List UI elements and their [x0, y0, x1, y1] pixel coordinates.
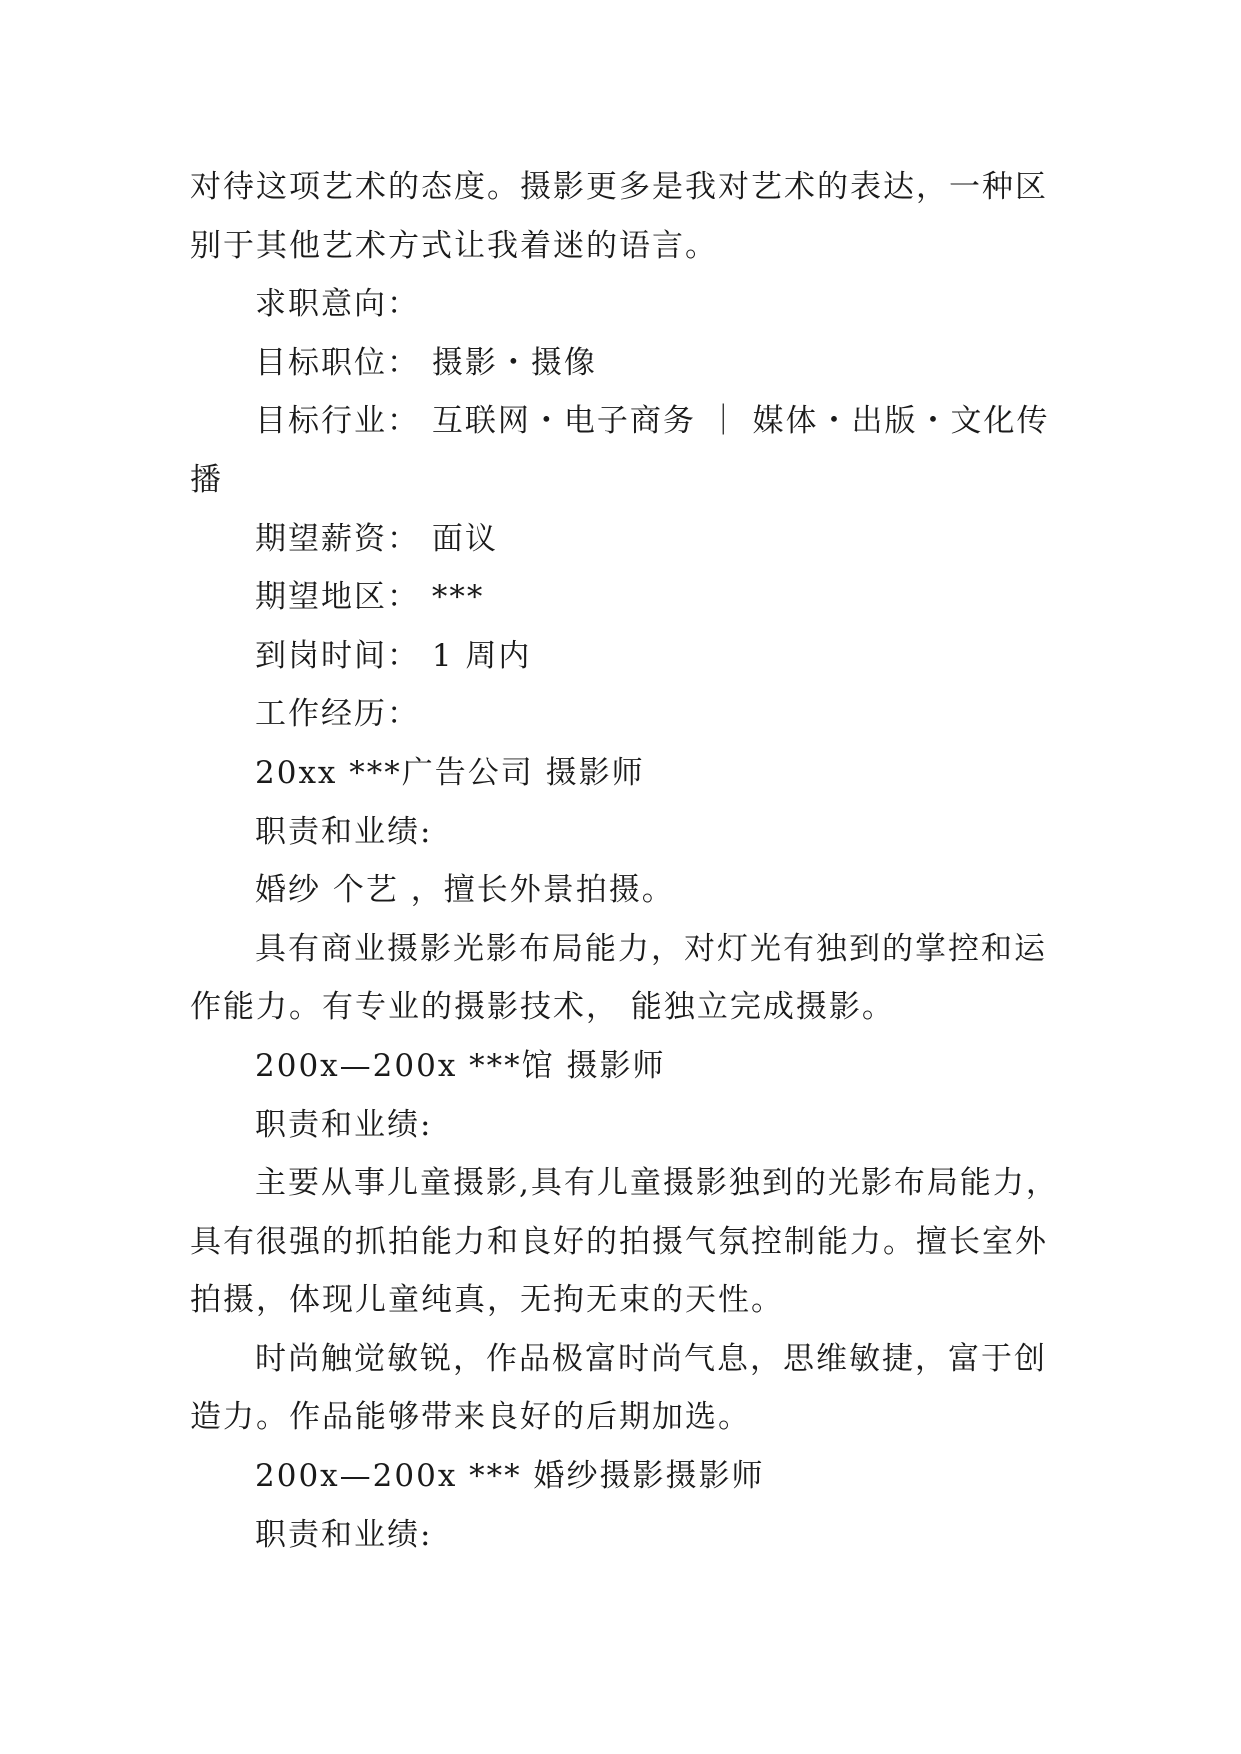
target-industry: 目标行业： 互联网・电子商务 ｜ 媒体・出版・文化传: [255, 403, 1050, 440]
paragraph-line: 造力。作品能够带来良好的后期加选。: [190, 1399, 751, 1436]
document-body: [190, 158, 1059, 1564]
start-time: 到岗时间： 1 周内: [255, 637, 532, 674]
expected-region: 期望地区： ***: [255, 579, 485, 616]
paragraph-line: 具有很强的抓拍能力和良好的拍摄气氛控制能力。擅长室外: [190, 1223, 1048, 1260]
target-position: 目标职位： 摄影・摄像: [255, 344, 597, 381]
duties-heading: 职责和业绩:: [255, 1516, 433, 1553]
paragraph-line: 对待这项艺术的态度。摄影更多是我对艺术的表达，一种区: [190, 169, 1048, 205]
paragraph-line: 拍摄，体现儿童纯真，无拘无束的天性。: [190, 1282, 784, 1319]
paragraph-line: 主要从事儿童摄影,具有儿童摄影独到的光影布局能力，: [255, 1165, 1059, 1202]
section-heading-work-experience: 工作经历：: [255, 696, 420, 733]
paragraph-line: 具有商业摄影光影布局能力，对灯光有独到的掌控和运: [255, 930, 1047, 967]
paragraph-line: 作能力。有专业的摄影技术， 能独立完成摄影。: [190, 989, 895, 1026]
paragraph-line: 时尚触觉敏锐，作品极富时尚气息，思维敏捷，富于创: [255, 1340, 1047, 1377]
job-entry-heading: 20xx ***广告公司 摄影师: [255, 754, 645, 791]
paragraph-line: 婚纱 个艺 ，擅长外景拍摄。: [255, 872, 675, 909]
job-entry-heading: 200x—200x ***馆 摄影师: [255, 1047, 666, 1084]
target-industry-continued: 播: [190, 461, 223, 498]
duties-heading: 职责和业绩:: [255, 1106, 433, 1143]
section-heading-job-intention: 求职意向：: [255, 286, 420, 323]
paragraph-line: 别于其他艺术方式让我着迷的语言。: [190, 227, 718, 264]
duties-heading: 职责和业绩:: [255, 813, 433, 850]
job-entry-heading: 200x—200x *** 婚纱摄影摄影师: [255, 1458, 765, 1495]
expected-salary: 期望薪资： 面议: [255, 520, 498, 557]
